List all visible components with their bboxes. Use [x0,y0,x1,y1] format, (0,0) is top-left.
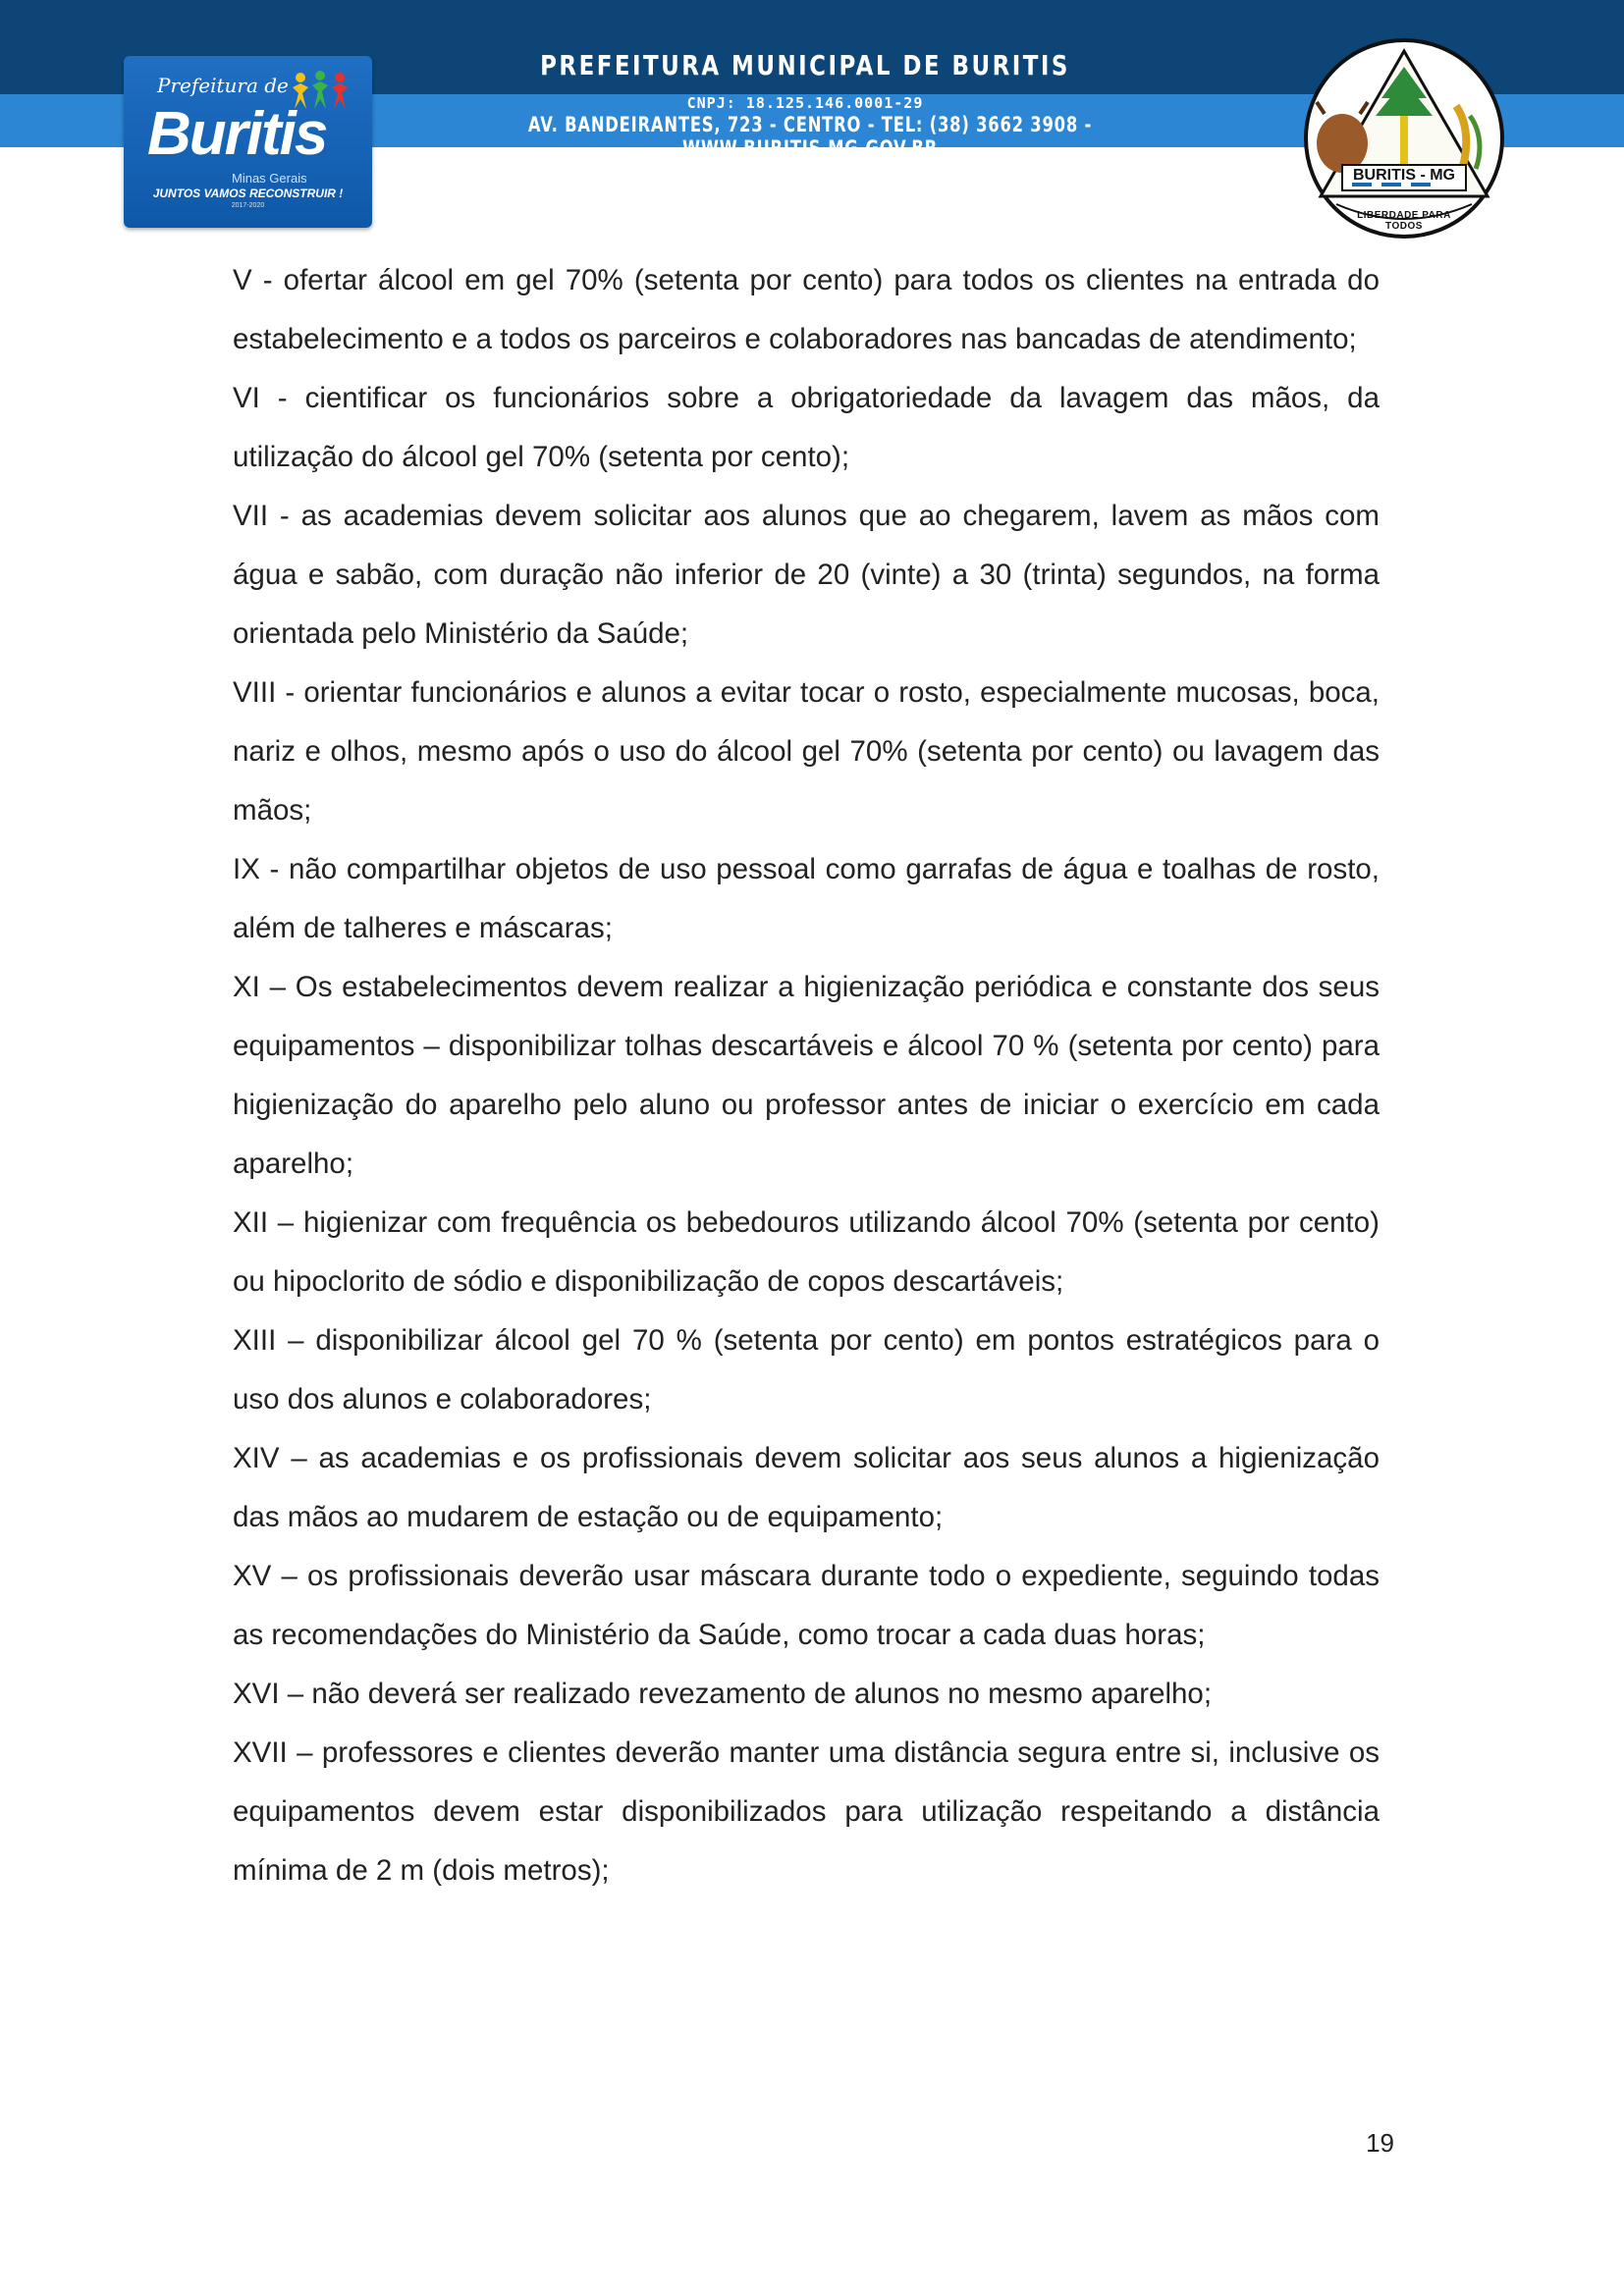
paragraph-xv: XV – os profissionais deverão usar máscara durante todo o expediente, seguindo todas as recomendações do Ministério da Saúde, como trocar a cada duas horas; [233,1560,1380,1651]
paragraph-vi: VI - cientificar os funcionários sobre a obrigatoriedade da lavagem das mãos, da utilização do álcool gel 70% (setenta por cento); [233,382,1380,473]
logo-name: Buritis [147,100,327,168]
page-number: 19 [1366,2128,1394,2158]
seal-motto: LIBERDADE PARA TODOS [1357,210,1451,232]
paragraph-ix: IX - não compartilhar objetos de uso pessoal como garrafas de água e toalhas de rosto, além de talheres e máscaras; [233,853,1380,944]
document-body [233,251,1380,1900]
paragraph-xvi: XVI – não deverá ser realizado revezamento de alunos no mesmo aparelho; [233,1678,1213,1710]
logo-prefix: Prefeitura de [157,74,289,97]
paragraph-xvii: XVII – professores e clientes deverão manter uma distância segura entre si, inclusive os equipamentos devem estar disponibilizados para utilização respeitando a distância mínima de 2 m (dois metros); [233,1736,1380,1887]
header-address: AV. BANDEIRANTES, 723 - CENTRO - TEL: (38) 3662 3908 - WWW.BURITIS.MG.GOV.BR [527,113,1093,160]
paragraph-viii: VIII - orientar funcionários e alunos a evitar tocar o rosto, especialmente mucosas, boca, nariz e olhos, mesmo após o uso do álcool gel 70% (setenta por cento) ou lavagem das mãos; [233,676,1380,827]
logo-years: 2017-2020 [231,202,265,209]
header-title: PREFEITURA MUNICIPAL DE BURITIS [540,49,1070,81]
logo-slogan: JUNTOS VAMOS RECONSTRUIR ! [152,187,344,200]
paragraph-xiv: XIV – as academias e os profissionais devem solicitar aos seus alunos a higienização das mãos ao mudarem de estação ou de equipamento; [233,1442,1380,1533]
paragraph-xiii: XIII – disponibilizar álcool gel 70 % (setenta por cento) em pontos estratégicos para o uso dos alunos e colaboradores; [233,1324,1380,1415]
seal-label: BURITIS - MG [1353,167,1455,184]
header-cnpj: CNPJ: 18.125.146.0001-29 [686,94,924,112]
paragraph-xii: XII – higienizar com frequência os bebedouros utilizando álcool 70% (setenta por cento) ou hipoclorito de sódio e disponibilização de copos descartáveis; [233,1206,1380,1298]
paragraph-v: V - ofertar álcool em gel 70% (setenta por cento) para todos os clientes na entrada do estabelecimento e a todos os parceiros e colaboradores nas bancadas de atendimento; [233,264,1380,355]
logo-state: Minas Gerais [232,171,307,186]
paragraph-xi: XI – Os estabelecimentos devem realizar a higienização periódica e constante dos seus equipamentos – disponibilizar tolhas descartáveis e álcool 70 % (setenta por cento) para higienização do aparelho pelo aluno ou professor antes de iniciar o exercício em cada aparelho; [233,971,1380,1180]
paragraph-vii: VII - as academias devem solicitar aos alunos que ao chegarem, lavem as mãos com água e sabão, com duração não inferior de 20 (vinte) a 30 (trinta) segundos, na forma orientada pelo Ministério da Saúde; [233,500,1380,650]
prefeitura-logo [124,56,372,228]
